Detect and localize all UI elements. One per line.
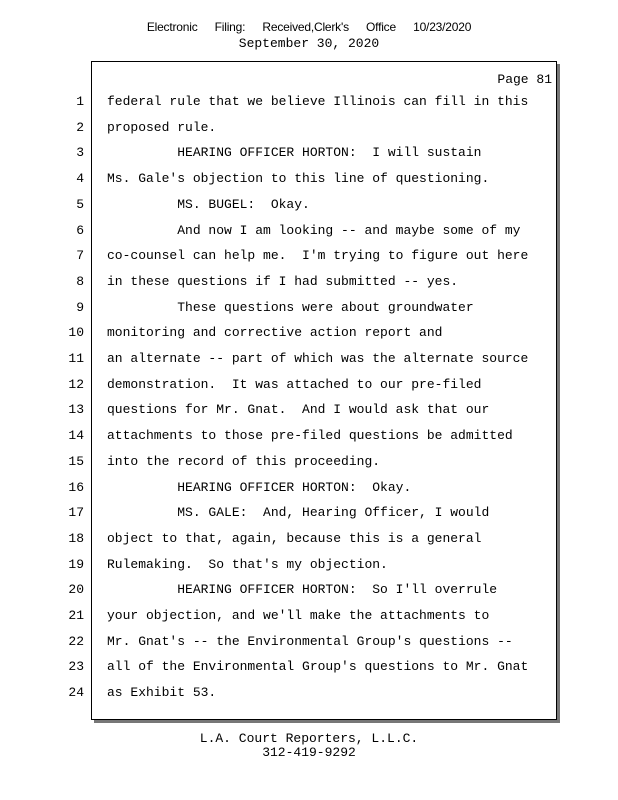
transcript-line	[0, 120, 560, 138]
filing-part-4: Office	[366, 20, 396, 34]
line-text: These questions were about groundwater	[107, 299, 474, 315]
transcript-line	[0, 608, 560, 626]
line-number: 18	[68, 530, 84, 546]
line-text: all of the Environmental Group's questions to Mr. Gnat	[107, 659, 529, 675]
line-text: an alternate -- part of which was the alternate source	[107, 351, 529, 366]
transcript-line	[0, 505, 560, 523]
line-number: 21	[68, 608, 84, 623]
line-number: 1	[76, 94, 84, 109]
transcript-line	[0, 377, 560, 395]
line-number: 8	[76, 273, 84, 289]
line-text: your objection, and we'll make the attachments to	[107, 608, 490, 623]
line-text: monitoring and corrective action report and	[107, 325, 443, 341]
filing-part-5: 10/23/2020	[413, 20, 472, 34]
line-number: 17	[68, 505, 84, 521]
line-text: And now I am looking -- and maybe some of my	[107, 222, 521, 238]
filing-stamp	[0, 20, 618, 34]
line-text: co-counsel can help me. I'm trying to figure out here	[107, 248, 529, 264]
footer-phone: 312-419-9292	[262, 745, 356, 760]
line-number: 15	[68, 453, 84, 469]
line-number: 4	[76, 171, 84, 187]
filing-part-3: Received,Clerk's	[262, 20, 349, 34]
line-text: attachments to those pre-filed questions be admitted	[107, 428, 513, 444]
line-text: MS. BUGEL: Okay.	[107, 196, 310, 212]
transcript-line	[0, 480, 560, 498]
line-number: 9	[76, 299, 84, 315]
line-text: federal rule that we believe Illinois can fill in this	[107, 94, 529, 109]
line-number: 23	[68, 659, 84, 675]
transcript-line	[0, 325, 560, 343]
transcript-line	[0, 351, 560, 369]
line-text: proposed rule.	[107, 119, 217, 135]
line-text: questions for Mr. Gnat. And I would ask that our	[107, 402, 490, 418]
line-text: demonstration. It was attached to our pre-filed	[107, 376, 482, 392]
transcript-line	[0, 197, 560, 215]
transcript-line	[0, 428, 560, 446]
transcript-date: September 30, 2020	[238, 36, 380, 51]
transcript-line	[0, 659, 560, 677]
line-text: HEARING OFFICER HORTON: Okay.	[107, 479, 412, 495]
line-text: HEARING OFFICER HORTON: So I'll overrule	[107, 582, 498, 598]
transcript-line	[0, 94, 560, 112]
page-number: Page 81	[497, 72, 552, 87]
line-number: 14	[68, 428, 84, 444]
line-number: 6	[76, 222, 84, 238]
line-text: Rulemaking. So that's my objection.	[107, 556, 388, 572]
line-number: 22	[68, 633, 84, 649]
line-number: 7	[76, 248, 84, 264]
transcript-line	[0, 454, 560, 472]
line-number: 12	[68, 376, 84, 392]
line-number: 3	[76, 145, 84, 161]
footer-company: L.A. Court Reporters, L.L.C.	[199, 731, 419, 746]
transcript-line	[0, 557, 560, 575]
transcript-line	[0, 402, 560, 420]
line-text: object to that, again, because this is a general	[107, 530, 482, 546]
transcript-line	[0, 531, 560, 549]
transcript-line	[0, 248, 560, 266]
line-text: as Exhibit 53.	[107, 685, 217, 701]
line-number: 16	[68, 479, 84, 495]
filing-part-2: Filing:	[214, 20, 246, 34]
transcript-line	[0, 145, 560, 163]
transcript-line	[0, 685, 560, 703]
line-number: 13	[68, 402, 84, 418]
transcript-line	[0, 171, 560, 189]
line-number: 19	[68, 556, 84, 572]
line-text: HEARING OFFICER HORTON: I will sustain	[107, 145, 482, 161]
transcript-line	[0, 582, 560, 600]
line-number: 10	[68, 325, 84, 341]
line-text: MS. GALE: And, Hearing Officer, I would	[107, 505, 490, 521]
line-number: 24	[68, 685, 84, 701]
line-number: 20	[68, 582, 84, 598]
line-number: 11	[68, 351, 84, 366]
line-number: 5	[76, 196, 84, 212]
transcript-line	[0, 274, 560, 292]
line-text: Ms. Gale's objection to this line of questioning.	[107, 171, 490, 187]
footer	[0, 732, 618, 760]
line-number: 2	[76, 119, 84, 135]
transcript-line	[0, 223, 560, 241]
transcript-line	[0, 634, 560, 652]
line-text: into the record of this proceeding.	[107, 453, 381, 469]
filing-part-1: Electronic	[146, 20, 198, 34]
line-text: Mr. Gnat's -- the Environmental Group's questions --	[107, 633, 513, 649]
line-text: in these questions if I had submitted -- yes.	[107, 273, 459, 289]
transcript-line	[0, 300, 560, 318]
